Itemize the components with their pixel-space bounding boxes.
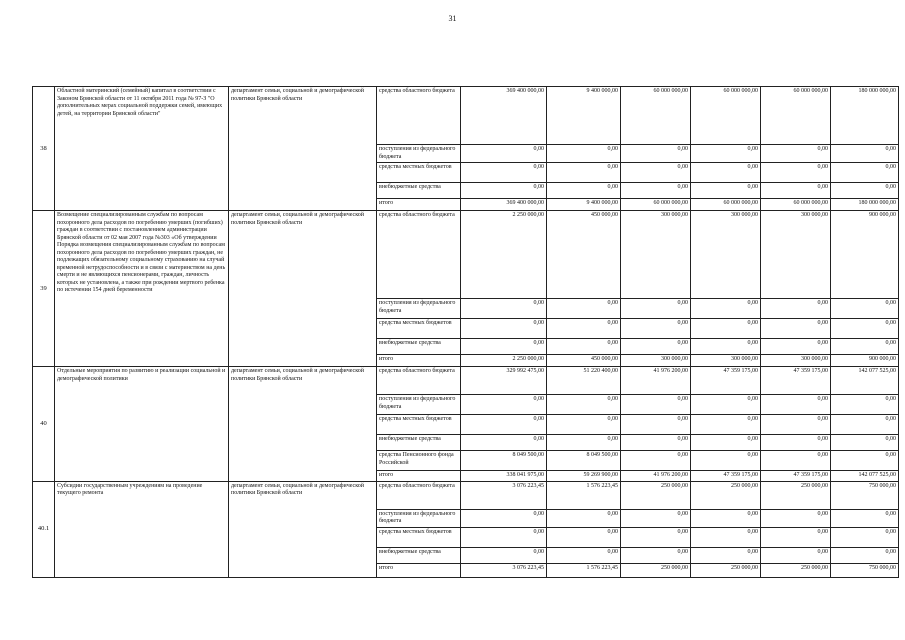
- amount-cell: 250 000,00: [621, 563, 691, 577]
- amount-cell: 0,00: [547, 395, 621, 415]
- funding-source: средства местных бюджетов: [377, 415, 461, 435]
- amount-cell: 0,00: [831, 339, 899, 355]
- amount-cell: 0,00: [691, 163, 761, 183]
- funding-source: средства областного бюджета: [377, 367, 461, 395]
- amount-cell: 0,00: [547, 547, 621, 563]
- amount-cell: 0,00: [761, 451, 831, 471]
- funding-source: средства областного бюджета: [377, 481, 461, 509]
- amount-cell: 0,00: [831, 395, 899, 415]
- funding-source: итого: [377, 355, 461, 367]
- amount-cell: 0,00: [831, 183, 899, 199]
- amount-cell: 0,00: [761, 547, 831, 563]
- funding-source: поступления из федерального бюджета: [377, 145, 461, 163]
- amount-cell: 9 400 000,00: [547, 199, 621, 211]
- amount-cell: 250 000,00: [691, 481, 761, 509]
- amount-cell: 0,00: [691, 299, 761, 319]
- amount-cell: 0,00: [621, 395, 691, 415]
- amount-cell: 0,00: [621, 319, 691, 339]
- amount-cell: 180 000 000,00: [831, 199, 899, 211]
- amount-cell: 750 000,00: [831, 481, 899, 509]
- amount-cell: 0,00: [461, 509, 547, 527]
- amount-cell: 180 000 000,00: [831, 87, 899, 145]
- amount-cell: 0,00: [461, 547, 547, 563]
- row-number: 38: [33, 87, 55, 211]
- row-number: 40: [33, 367, 55, 482]
- amount-cell: 0,00: [691, 415, 761, 435]
- amount-cell: 0,00: [461, 395, 547, 415]
- amount-cell: 0,00: [761, 509, 831, 527]
- executor: департамент семьи, социальной и демографической политики Брянской области: [229, 211, 377, 367]
- amount-cell: 0,00: [547, 145, 621, 163]
- amount-cell: 0,00: [621, 527, 691, 547]
- funding-source: поступления из федерального бюджета: [377, 299, 461, 319]
- amount-cell: 60 000 000,00: [621, 87, 691, 145]
- funding-source: средства Пенсионного фонда Российской: [377, 451, 461, 471]
- amount-cell: 0,00: [691, 451, 761, 471]
- amount-cell: 2 250 000,00: [461, 211, 547, 299]
- amount-cell: 0,00: [761, 299, 831, 319]
- amount-cell: 0,00: [547, 435, 621, 451]
- amount-cell: 0,00: [621, 339, 691, 355]
- amount-cell: 0,00: [461, 435, 547, 451]
- amount-cell: 0,00: [621, 451, 691, 471]
- table-row: [33, 481, 899, 509]
- amount-cell: 47 359 175,00: [761, 471, 831, 482]
- funding-source: внебюджетные средства: [377, 435, 461, 451]
- amount-cell: 0,00: [831, 319, 899, 339]
- amount-cell: 60 000 000,00: [761, 87, 831, 145]
- amount-cell: 0,00: [831, 451, 899, 471]
- funding-source: средства областного бюджета: [377, 211, 461, 299]
- budget-table: [32, 86, 899, 578]
- amount-cell: 369 400 000,00: [461, 87, 547, 145]
- amount-cell: 0,00: [621, 435, 691, 451]
- amount-cell: 1 576 223,45: [547, 563, 621, 577]
- executor: департамент семьи, социальной и демографической политики Брянской области: [229, 87, 377, 211]
- measure-name: Субсидии государственным учреждениям на проведение текущего ремонта: [55, 481, 229, 577]
- amount-cell: 3 076 223,45: [461, 563, 547, 577]
- amount-cell: 0,00: [691, 183, 761, 199]
- amount-cell: 0,00: [621, 547, 691, 563]
- amount-cell: 8 049 500,00: [461, 451, 547, 471]
- measure-name: Отдельные мероприятия по развитию и реализации социальной и демографической политики: [55, 367, 229, 482]
- amount-cell: 3 076 223,45: [461, 481, 547, 509]
- amount-cell: 0,00: [621, 415, 691, 435]
- amount-cell: 1 576 223,45: [547, 481, 621, 509]
- amount-cell: 0,00: [831, 145, 899, 163]
- amount-cell: 0,00: [761, 145, 831, 163]
- row-number: 39: [33, 211, 55, 367]
- amount-cell: 0,00: [831, 527, 899, 547]
- amount-cell: 300 000,00: [761, 355, 831, 367]
- amount-cell: 41 976 200,00: [621, 367, 691, 395]
- funding-source: итого: [377, 199, 461, 211]
- funding-source: средства местных бюджетов: [377, 527, 461, 547]
- amount-cell: 0,00: [621, 163, 691, 183]
- amount-cell: 0,00: [831, 163, 899, 183]
- amount-cell: 250 000,00: [691, 563, 761, 577]
- amount-cell: 450 000,00: [547, 355, 621, 367]
- funding-source: поступления из федерального бюджета: [377, 509, 461, 527]
- amount-cell: 0,00: [461, 527, 547, 547]
- amount-cell: 750 000,00: [831, 563, 899, 577]
- amount-cell: 300 000,00: [761, 211, 831, 299]
- amount-cell: 0,00: [691, 527, 761, 547]
- amount-cell: 0,00: [621, 145, 691, 163]
- funding-source: внебюджетные средства: [377, 547, 461, 563]
- amount-cell: 0,00: [461, 163, 547, 183]
- amount-cell: 0,00: [831, 415, 899, 435]
- amount-cell: 300 000,00: [621, 355, 691, 367]
- amount-cell: 900 000,00: [831, 211, 899, 299]
- amount-cell: 250 000,00: [621, 481, 691, 509]
- amount-cell: 9 400 000,00: [547, 87, 621, 145]
- amount-cell: 0,00: [547, 509, 621, 527]
- measure-name: Областной материнский (семейный) капитал в соответствии с Законом Брянской области от 11 октября 2011 года № 97-З "О дополнительных мерах социальной поддержки семей, имеющих детей, на территории Брянской области": [55, 87, 229, 211]
- amount-cell: 369 400 000,00: [461, 199, 547, 211]
- funding-source: поступления из федерального бюджета: [377, 395, 461, 415]
- amount-cell: 0,00: [621, 509, 691, 527]
- amount-cell: 338 041 975,00: [461, 471, 547, 482]
- amount-cell: 60 000 000,00: [621, 199, 691, 211]
- amount-cell: 51 220 400,00: [547, 367, 621, 395]
- amount-cell: 0,00: [831, 509, 899, 527]
- funding-source: внебюджетные средства: [377, 339, 461, 355]
- funding-source: средства областного бюджета: [377, 87, 461, 145]
- measure-name: Возмещение специализированным службам по вопросам похоронного дела расходов по погребению умерших (погибших) граждан в соответствии с постановлением администрации Брянской области от 02 мая 2007 года №303 «Об утверждении Порядка возмещения специализированным службам по вопросам похоронного дела расходов по погребению умерших граждан, не подлежащих обязательному социальному страхованию на случай временной нетрудоспособности и в связи с материнством на день смерти и не являющихся пенсионерами, граждан, личность которых не установлена, а также при рождении мертвого ребенка по истечении 154 дней беременности: [55, 211, 229, 367]
- amount-cell: 0,00: [691, 145, 761, 163]
- amount-cell: 0,00: [761, 163, 831, 183]
- amount-cell: 450 000,00: [547, 211, 621, 299]
- amount-cell: 0,00: [547, 415, 621, 435]
- funding-source: средства местных бюджетов: [377, 319, 461, 339]
- funding-source: итого: [377, 563, 461, 577]
- amount-cell: 0,00: [547, 527, 621, 547]
- funding-source: итого: [377, 471, 461, 482]
- amount-cell: 47 359 175,00: [691, 471, 761, 482]
- amount-cell: 60 000 000,00: [691, 87, 761, 145]
- amount-cell: 0,00: [761, 527, 831, 547]
- amount-cell: 0,00: [461, 319, 547, 339]
- amount-cell: 250 000,00: [761, 563, 831, 577]
- amount-cell: 0,00: [691, 319, 761, 339]
- amount-cell: 142 077 525,00: [831, 367, 899, 395]
- amount-cell: 0,00: [691, 547, 761, 563]
- amount-cell: 59 269 900,00: [547, 471, 621, 482]
- amount-cell: 300 000,00: [621, 211, 691, 299]
- amount-cell: 0,00: [691, 339, 761, 355]
- amount-cell: 0,00: [831, 299, 899, 319]
- amount-cell: 329 992 475,00: [461, 367, 547, 395]
- amount-cell: 0,00: [547, 183, 621, 199]
- amount-cell: 0,00: [761, 183, 831, 199]
- amount-cell: 0,00: [761, 415, 831, 435]
- amount-cell: 0,00: [761, 395, 831, 415]
- executor: департамент семьи, социальной и демографической политики Брянской области: [229, 367, 377, 482]
- amount-cell: 0,00: [761, 339, 831, 355]
- amount-cell: 300 000,00: [691, 355, 761, 367]
- amount-cell: 60 000 000,00: [691, 199, 761, 211]
- table-row: [33, 87, 899, 145]
- row-number: 40.1: [33, 481, 55, 577]
- amount-cell: 41 976 200,00: [621, 471, 691, 482]
- funding-source: средства местных бюджетов: [377, 163, 461, 183]
- amount-cell: 0,00: [621, 183, 691, 199]
- amount-cell: 47 359 175,00: [691, 367, 761, 395]
- amount-cell: 8 049 500,00: [547, 451, 621, 471]
- amount-cell: 0,00: [461, 145, 547, 163]
- amount-cell: 0,00: [761, 319, 831, 339]
- amount-cell: 900 000,00: [831, 355, 899, 367]
- amount-cell: 0,00: [461, 183, 547, 199]
- amount-cell: 2 250 000,00: [461, 355, 547, 367]
- amount-cell: 0,00: [621, 299, 691, 319]
- funding-source: внебюджетные средства: [377, 183, 461, 199]
- page-number: 31: [448, 14, 457, 23]
- amount-cell: 0,00: [761, 435, 831, 451]
- amount-cell: 0,00: [831, 435, 899, 451]
- amount-cell: 0,00: [547, 299, 621, 319]
- table-row: [33, 367, 899, 395]
- amount-cell: 0,00: [547, 163, 621, 183]
- amount-cell: 0,00: [691, 509, 761, 527]
- table-row: [33, 211, 899, 299]
- amount-cell: 0,00: [831, 547, 899, 563]
- amount-cell: 142 077 525,00: [831, 471, 899, 482]
- executor: департамент семьи, социальной и демографической политики Брянской области: [229, 481, 377, 577]
- amount-cell: 250 000,00: [761, 481, 831, 509]
- amount-cell: 300 000,00: [691, 211, 761, 299]
- amount-cell: 0,00: [547, 319, 621, 339]
- amount-cell: 0,00: [691, 435, 761, 451]
- amount-cell: 47 359 175,00: [761, 367, 831, 395]
- amount-cell: 0,00: [547, 339, 621, 355]
- amount-cell: 0,00: [461, 299, 547, 319]
- amount-cell: 0,00: [461, 415, 547, 435]
- amount-cell: 0,00: [691, 395, 761, 415]
- amount-cell: 60 000 000,00: [761, 199, 831, 211]
- amount-cell: 0,00: [461, 339, 547, 355]
